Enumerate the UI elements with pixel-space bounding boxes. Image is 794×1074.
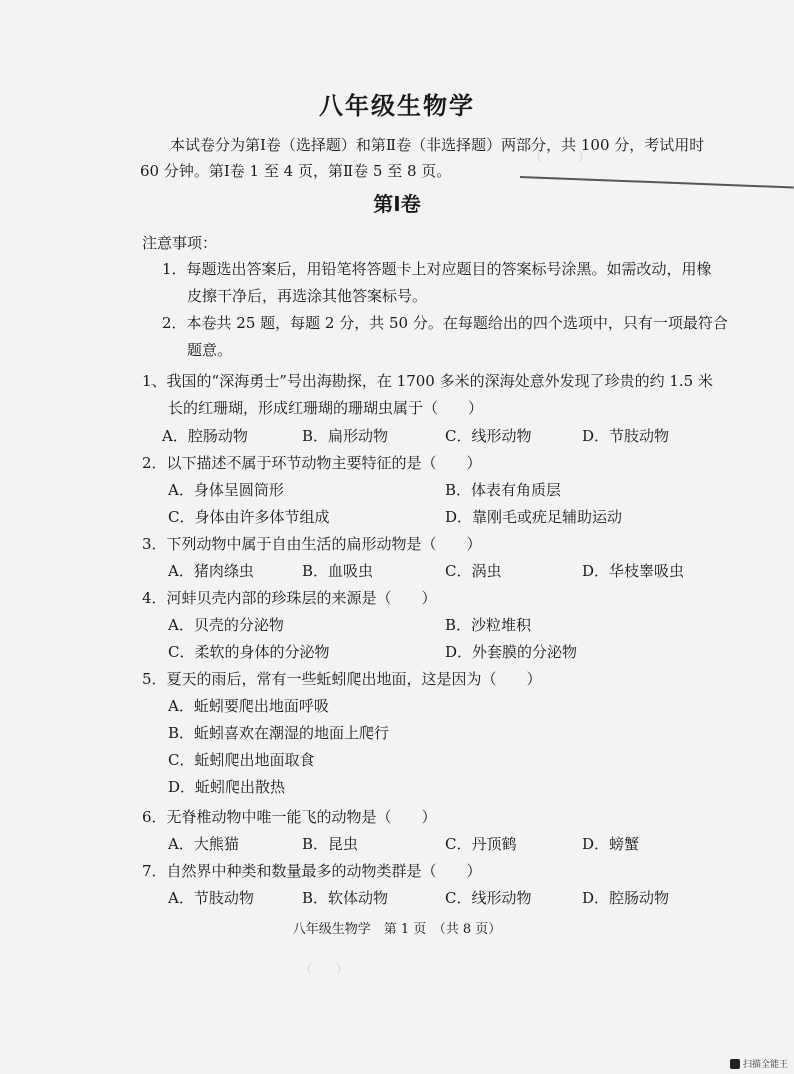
question-5 [142, 668, 542, 689]
question-1-stem-line-2: 长的红珊瑚，形成红珊瑚的珊瑚虫属于（ ） [168, 399, 484, 417]
bleed-through-text: （ ） [530, 150, 633, 164]
q7-option-d: D．腔肠动物 [582, 889, 670, 907]
q2-option-b: B．体表有角质层 [445, 481, 562, 499]
bleed-through-text: （ ） [300, 962, 415, 976]
q7-option-c: C．线形动物 [445, 889, 532, 907]
exam-intro [140, 132, 705, 184]
q4-option-a: A．贝壳的分泌物 [168, 616, 284, 634]
note-item-2-line-1: 2．本卷共 25 题，每题 2 分，共 50 分。在每题给出的四个选项中，只有一项最符合 [162, 314, 728, 332]
q4-option-b: B．沙粒堆积 [445, 616, 532, 634]
question-1 [142, 370, 713, 391]
intro-line-2: 60 分钟。第Ⅰ卷 1 至 4 页，第Ⅱ卷 5 至 8 页。 [140, 162, 452, 180]
notes-title: 注意事项： [142, 234, 218, 252]
q2-option-d: D．靠刚毛或疣足辅助运动 [445, 508, 623, 526]
page-title: 八年级生物学 [319, 92, 475, 120]
question-stem-line-1: 下列动物中属于自由生活的扁形动物是（ ） [166, 535, 482, 553]
question-6 [142, 806, 437, 827]
question-stem-line-1: 自然界中种类和数量最多的动物类群是（ ） [166, 862, 482, 880]
question-stem-line-1: 以下描述不属于环节动物主要特征的是（ ） [166, 454, 482, 472]
page-footer: 八年级生物学 第 1 页 （共 8 页） [292, 922, 502, 937]
q1-option-c: C．线形动物 [445, 427, 532, 445]
question-number: 2． [142, 454, 167, 472]
question-number: 1、 [142, 372, 167, 390]
scanner-app-icon [730, 1059, 740, 1069]
q7-option-a: A．节肢动物 [168, 889, 254, 907]
q3-option-d: D．华枝睾吸虫 [582, 562, 685, 580]
note-item-1-line-1: 1．每题选出答案后，用铅笔将答题卡上对应题目的答案标号涂黑。如需改动，用橡 [162, 260, 712, 278]
question-number: 3． [142, 535, 167, 553]
question-7 [142, 860, 482, 881]
question-number: 5． [142, 670, 167, 688]
q3-option-b: B．血吸虫 [302, 562, 374, 580]
q6-option-d: D．螃蟹 [582, 835, 640, 853]
question-2 [142, 452, 482, 473]
note-item-2-line-2: 题意。 [187, 341, 233, 359]
q6-option-c: C．丹顶鹤 [445, 835, 517, 853]
q4-option-c: C．柔软的身体的分泌物 [168, 643, 330, 661]
q3-option-a: A．猪肉绦虫 [168, 562, 254, 580]
watermark-text: 扫描全能王 [742, 1060, 788, 1070]
q1-option-b: B．扁形动物 [302, 427, 389, 445]
q5-option-b: B．蚯蚓喜欢在潮湿的地面上爬行 [168, 724, 390, 742]
question-stem-line-1: 夏天的雨后，常有一些蚯蚓爬出地面，这是因为（ ） [166, 670, 542, 688]
question-stem-line-1: 河蚌贝壳内部的珍珠层的来源是（ ） [166, 589, 437, 607]
question-number: 4． [142, 589, 167, 607]
q1-option-d: D．节肢动物 [582, 427, 670, 445]
question-4 [142, 587, 437, 608]
q6-option-a: A．大熊猫 [168, 835, 239, 853]
q1-option-a: A．腔肠动物 [162, 427, 248, 445]
intro-line-1: 本试卷分为第Ⅰ卷（选择题）和第Ⅱ卷（非选择题）两部分，共 100 分，考试用时 [170, 136, 705, 154]
note-item-1-line-2: 皮擦干净后，再选涂其他答案标号。 [187, 287, 428, 305]
note-item-1 [162, 256, 712, 310]
q6-option-b: B．昆虫 [302, 835, 359, 853]
q2-option-c: C．身体由许多体节组成 [168, 508, 330, 526]
scanner-watermark [730, 1057, 788, 1070]
q5-option-d: D．蚯蚓爬出散热 [168, 778, 286, 796]
question-stem-line-1: 我国的“深海勇士”号出海勘探，在 1700 多米的深海处意外发现了珍贵的约 1.5 米 [166, 372, 713, 390]
volume-title: 第Ⅰ卷 [373, 192, 421, 216]
question-number: 7． [142, 862, 167, 880]
q2-option-a: A．身体呈圆筒形 [168, 481, 284, 499]
q4-option-d: D．外套膜的分泌物 [445, 643, 578, 661]
q5-option-c: C．蚯蚓爬出地面取食 [168, 751, 315, 769]
q3-option-c: C．涡虫 [445, 562, 502, 580]
question-stem-line-1: 无脊椎动物中唯一能飞的动物是（ ） [166, 808, 437, 826]
note-item-2 [162, 310, 728, 364]
q5-option-a: A．蚯蚓要爬出地面呼吸 [168, 697, 329, 715]
question-number: 6． [142, 808, 167, 826]
question-3 [142, 533, 482, 554]
q7-option-b: B．软体动物 [302, 889, 389, 907]
